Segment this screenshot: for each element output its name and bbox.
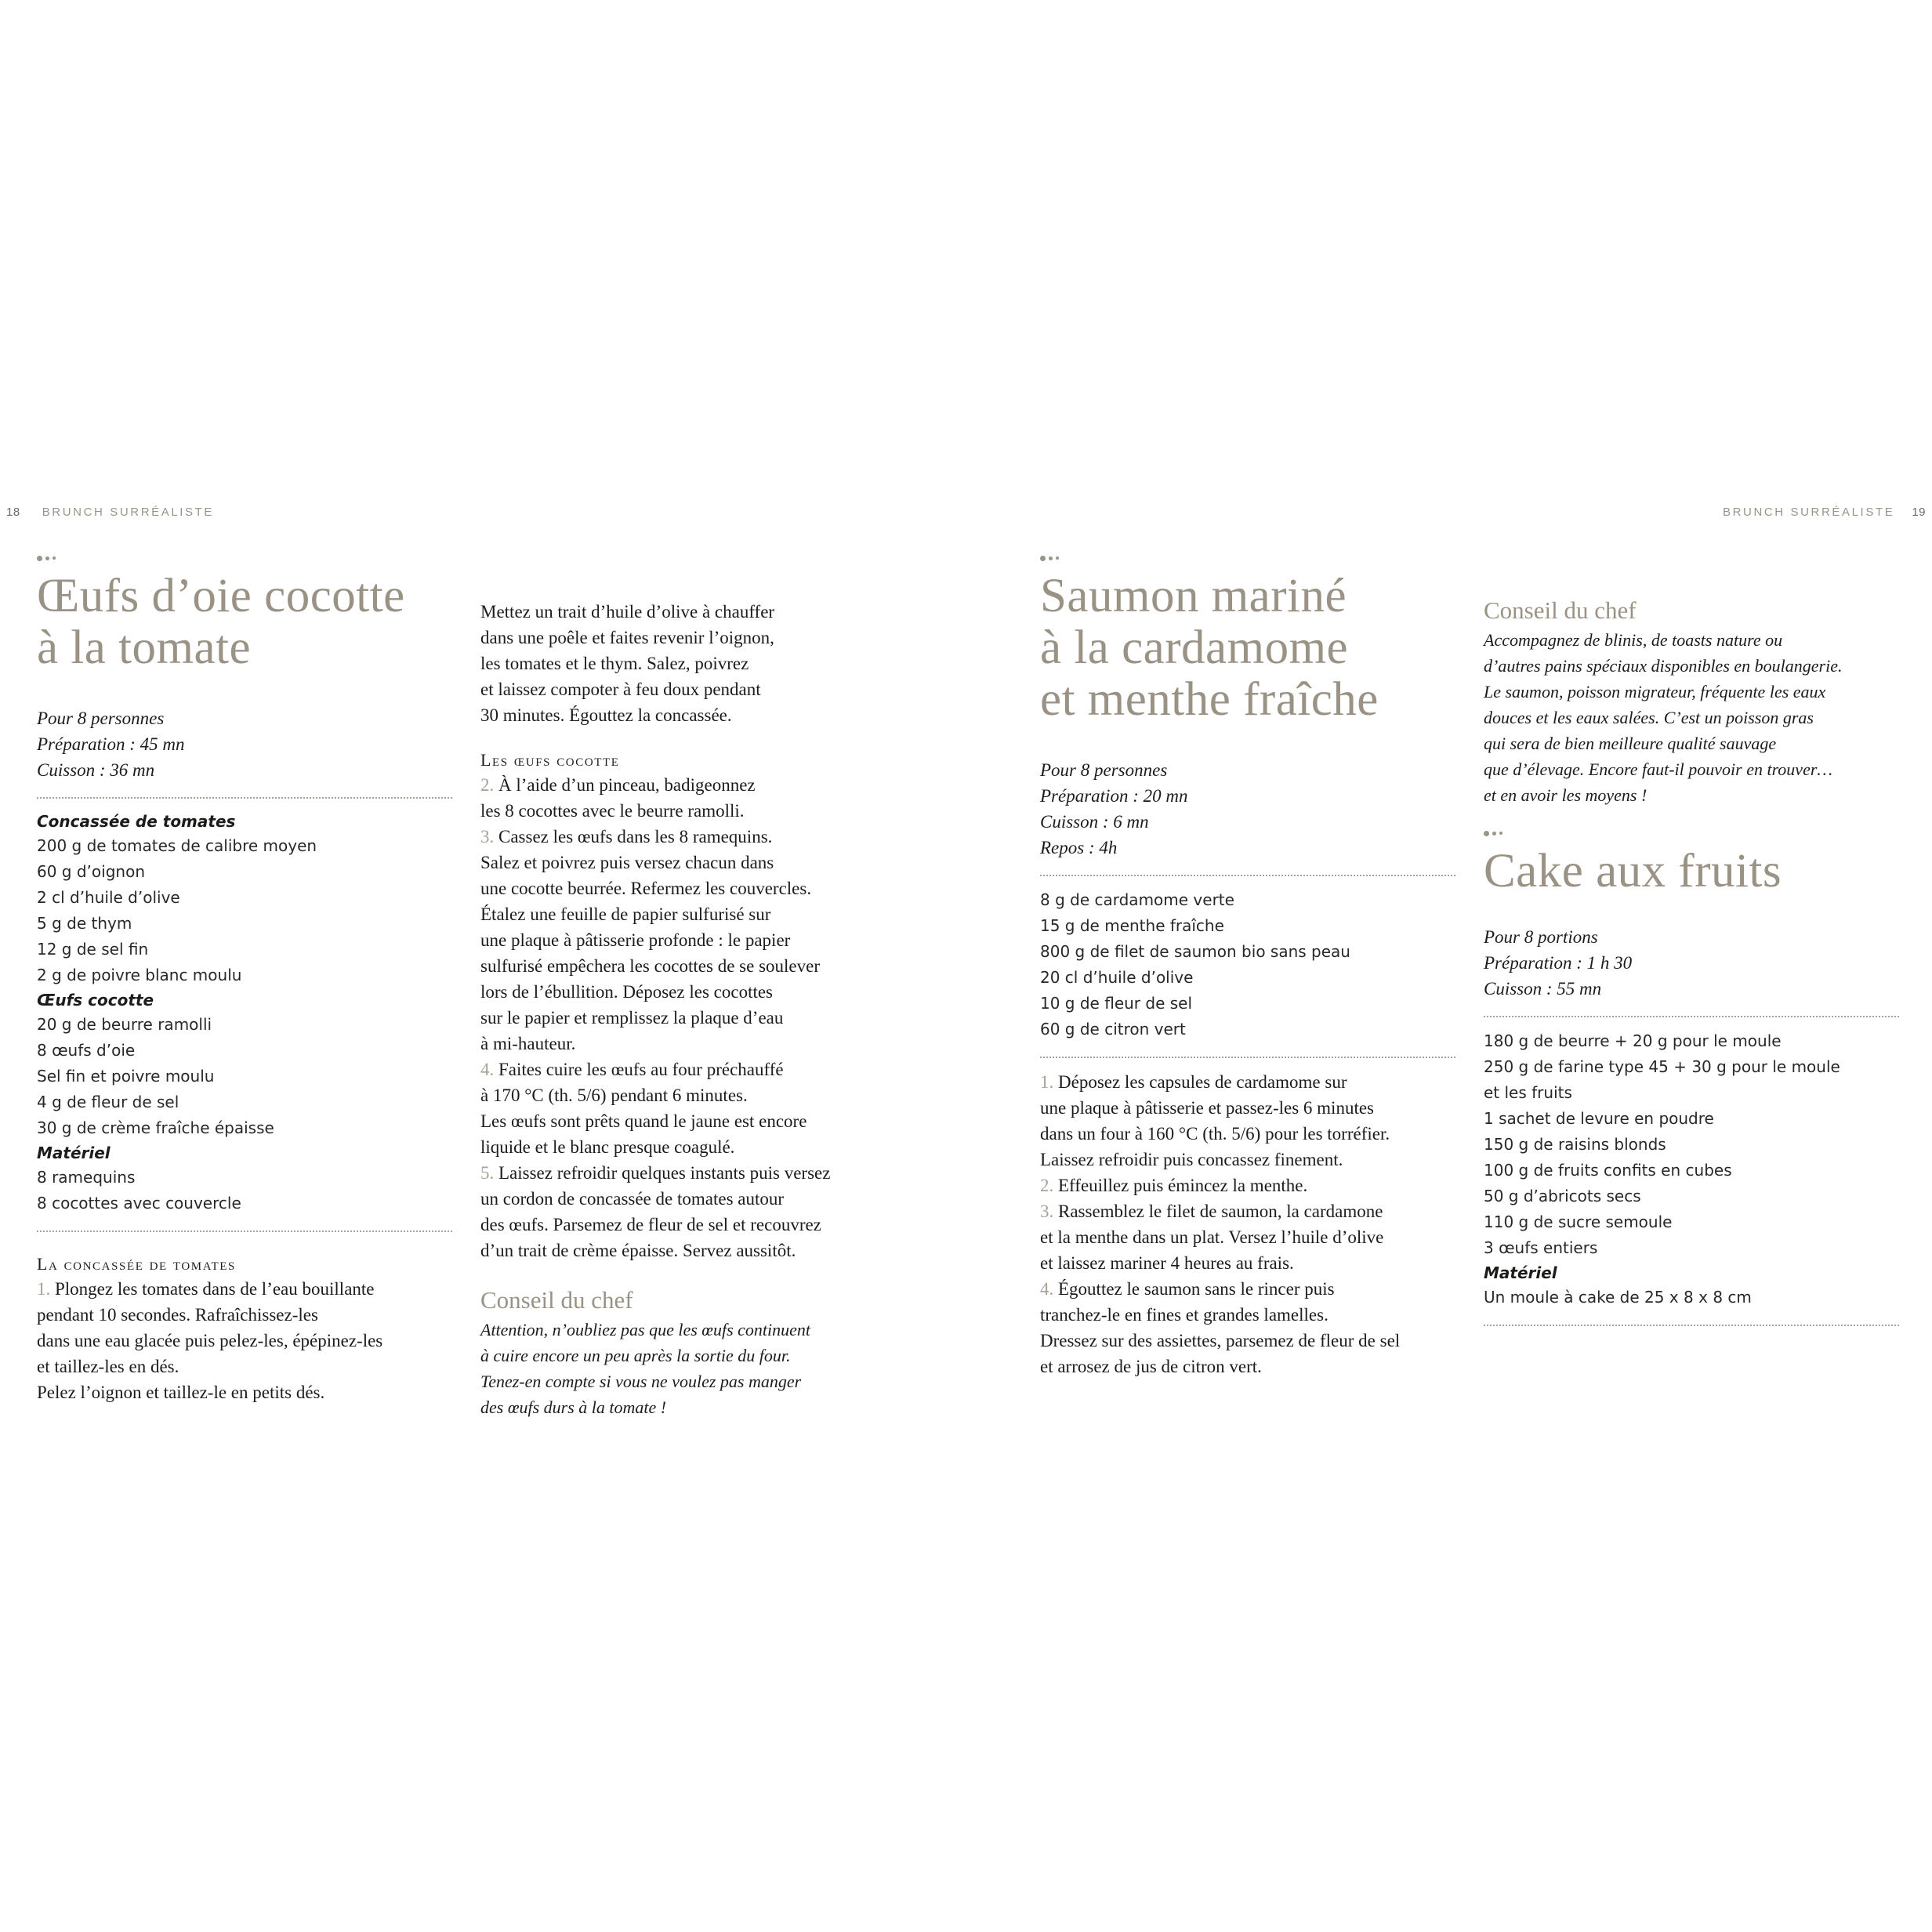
ornament-dots-icon <box>37 555 460 561</box>
title-line: à la cardamome <box>1040 622 1349 674</box>
steps: 1. Déposez les capsules de cardamome sur une plaque à pâtisserie et passez-les 6 minutes dans un four à 160 °C (th. 5/6) pour les torréfier. Laissez refroidir puis concassez finement. 2. Effeuillez puis émincez la menthe. 3. Rassemblez le filet de saumon, la cardamone et la menthe dans un plat. Versez l’huile d’olive et laissez mariner 4 heures au frais. 4. Égouttez le saumon sans le rincer puis tranchez-le en fines et grandes lamelles. Dressez sur des assiettes, parsemez de fleur de sel et arrosez de jus de citron vert. <box>1040 1072 1401 1376</box>
ingredient-item: 20 cl d’huile d’olive <box>1040 968 1194 987</box>
ingredient-item: 8 g de cardamome verte <box>1040 890 1234 909</box>
dotted-divider <box>1484 1325 1899 1326</box>
prep-time: Préparation : 1 h 30 <box>1484 953 1633 973</box>
step-number: 2. <box>480 775 495 795</box>
prep-time: Préparation : 45 mn <box>37 734 185 754</box>
step-number: 2. <box>1040 1176 1054 1195</box>
right-page-number: 19 <box>1912 506 1926 519</box>
title-line: et menthe fraîche <box>1040 673 1379 726</box>
ingredient-item: 150 g de raisins blonds <box>1484 1135 1666 1154</box>
ingredient-item: 3 œufs entiers <box>1484 1238 1598 1257</box>
ingredient-item: 1 sachet de levure en poudre <box>1484 1109 1714 1128</box>
ingredient-item: 100 g de fruits confits en cubes <box>1484 1161 1732 1180</box>
ingredient-item: 50 g d’abricots secs <box>1484 1187 1641 1205</box>
ingredient-group-title: Œufs cocotte <box>37 991 154 1009</box>
section-heading: Les œufs cocotte <box>480 750 620 770</box>
recipe-meta <box>1040 757 1463 861</box>
ingredient-item: et les fruits <box>1484 1083 1572 1102</box>
servings: Pour 8 personnes <box>1040 760 1168 780</box>
ingredient-item: 8 cocottes avec couvercle <box>37 1194 241 1212</box>
ingredient-item: 60 g d’oignon <box>37 862 145 881</box>
title-line: Saumon mariné <box>1040 570 1347 622</box>
right-running-head <box>1723 506 1926 519</box>
chef-tip-heading: Conseil du chef <box>480 1286 633 1314</box>
rest-time: Repos : 4h <box>1040 838 1118 857</box>
dotted-divider <box>37 797 452 799</box>
title-line: à la tomate <box>37 622 252 674</box>
ingredient-group-title: Concassée de tomates <box>37 812 236 831</box>
ingredient-item: 10 g de fleur de sel <box>1040 994 1193 1013</box>
ingredient-item: 60 g de citron vert <box>1040 1020 1186 1038</box>
cook-time: Cuisson : 36 mn <box>37 760 155 780</box>
ingredient-item: 200 g de tomates de calibre moyen <box>37 836 317 855</box>
ingredient-item: 180 g de beurre + 20 g pour le moule <box>1484 1031 1782 1050</box>
recipe-title: Cake aux fruits <box>1484 845 1782 897</box>
column-3 <box>1040 555 1463 1379</box>
ingredient-list <box>1040 887 1463 1042</box>
cook-time: Cuisson : 6 mn <box>1040 812 1149 832</box>
ingredient-item: 2 g de poivre blanc moulu <box>37 966 242 984</box>
recipe-title <box>1040 571 1463 726</box>
step-1: 1. Plongez les tomates dans de l’eau bouillante pendant 10 secondes. Rafraîchissez-les dans une eau glacée puis pelez-les, épépinez-les et taillez-les en dés. Pelez l’oignon et taillez-le en petits dés. <box>37 1279 383 1402</box>
dotted-divider <box>1040 875 1455 876</box>
step-number: 1. <box>1040 1072 1054 1092</box>
recipe-title <box>37 571 460 674</box>
ingredient-item: 8 ramequins <box>37 1168 136 1187</box>
left-running-head <box>6 506 214 519</box>
ingredient-item: 30 g de crème fraîche épaisse <box>37 1118 274 1137</box>
step-number: 3. <box>480 827 495 846</box>
dotted-divider <box>1040 1057 1455 1058</box>
ornament-dots-icon <box>1040 555 1463 561</box>
steps-2-5: 2. À l’aide d’un pinceau, badigeonnez les 8 cocottes avec le beurre ramolli. 3. Cassez les œufs dans les 8 ramequins. Salez et poivrez puis versez chacun dans une cocotte beurrée. Refermez les couvercles. Étalez une feuille de papier sulfurisé sur une plaque à pâtisserie profonde : le papier sulfurisé empêchera les cocottes de se soulever lors de l’ébullition. Déposez les cocottes sur le papier et remplissez la plaque d’eau à mi-hauteur. 4. Faites cuire les œufs au four préchauffé à 170 °C (th. 5/6) pendant 6 minutes. Les œufs sont prêts quand le jaune est encore liquide et le blanc presque coagulé. 5. Laissez refroidir quelques instants puis versez un cordon de concassée de tomates autour des œufs. Parsemez de fleur de sel et recouvrez d’un trait de crème épaisse. Servez aussitôt. <box>480 775 831 1260</box>
column-2 <box>480 599 904 1420</box>
right-running-title: BRUNCH SURRÉALISTE <box>1722 506 1895 519</box>
step-number: 1. <box>37 1279 51 1299</box>
ingredient-item: 5 g de thym <box>37 914 132 933</box>
step-number: 5. <box>480 1163 495 1183</box>
ingredient-item: 2 cl d’huile d’olive <box>37 888 180 907</box>
cook-time: Cuisson : 55 mn <box>1484 979 1602 999</box>
section-heading: La concassée de tomates <box>37 1254 236 1274</box>
servings: Pour 8 personnes <box>37 709 165 728</box>
left-running-title: BRUNCH SURRÉALISTE <box>42 506 215 519</box>
dotted-divider <box>1484 1016 1899 1017</box>
ingredient-item: 8 œufs d’oie <box>37 1041 136 1060</box>
step-1-continued: Mettez un trait d’huile d’olive à chauffer dans une poêle et faites revenir l’oignon, les tomates et le thym. Salez, poivrez et laissez compoter à feu doux pendant 30 minutes. Égouttez la concassée. <box>480 602 775 725</box>
ingredient-item: 250 g de farine type 45 + 30 g pour le moule <box>1484 1057 1840 1076</box>
left-page-number: 18 <box>6 506 20 519</box>
ingredient-group-title: Matériel <box>37 1144 111 1162</box>
ingredient-item: 110 g de sucre semoule <box>1484 1212 1673 1231</box>
chef-tip-heading: Conseil du chef <box>1484 596 1637 624</box>
recipe-meta <box>37 705 460 783</box>
ingredient-list <box>37 810 460 1216</box>
ingredient-group-title: Matériel <box>1484 1263 1557 1282</box>
ingredient-item: Un moule à cake de 25 x 8 x 8 cm <box>1484 1288 1752 1307</box>
dotted-divider <box>37 1231 452 1232</box>
recipe-meta <box>1484 924 1907 1002</box>
servings: Pour 8 portions <box>1484 927 1598 947</box>
ingredient-list <box>1484 1028 1907 1310</box>
chef-tip-text: Attention, n’oubliez pas que les œufs continuent à cuire encore un peu après la sortie du four. Tenez-en compte si vous ne voulez pas manger des œufs durs à la tomate ! <box>480 1320 811 1417</box>
title-line: Œufs d’oie cocotte <box>37 570 405 622</box>
step-number: 4. <box>480 1060 495 1079</box>
prep-time: Préparation : 20 mn <box>1040 786 1188 806</box>
ingredient-item: 20 g de beurre ramolli <box>37 1015 212 1034</box>
ornament-dots-icon <box>1484 830 1907 836</box>
ingredient-item: 12 g de sel fin <box>37 940 149 959</box>
step-number: 3. <box>1040 1202 1054 1221</box>
ingredient-item: 4 g de fleur de sel <box>37 1093 179 1111</box>
ingredient-item: Sel fin et poivre moulu <box>37 1067 215 1086</box>
column-1 <box>37 555 460 1405</box>
column-4 <box>1484 596 1907 1337</box>
ingredient-item: 800 g de filet de saumon bio sans peau <box>1040 942 1350 961</box>
step-number: 4. <box>1040 1279 1054 1299</box>
ingredient-item: 15 g de menthe fraîche <box>1040 916 1224 935</box>
chef-tip-text: Accompagnez de blinis, de toasts nature ou d’autres pains spéciaux disponibles en boulangerie. Le saumon, poisson migrateur, fréquente les eaux douces et les eaux salées. C’est un poisson gras qui sera de bien meilleure qualité sauvage que d’élevage. Encore faut-il pouvoir en trouver… et en avoir les moyens ! <box>1484 630 1843 805</box>
